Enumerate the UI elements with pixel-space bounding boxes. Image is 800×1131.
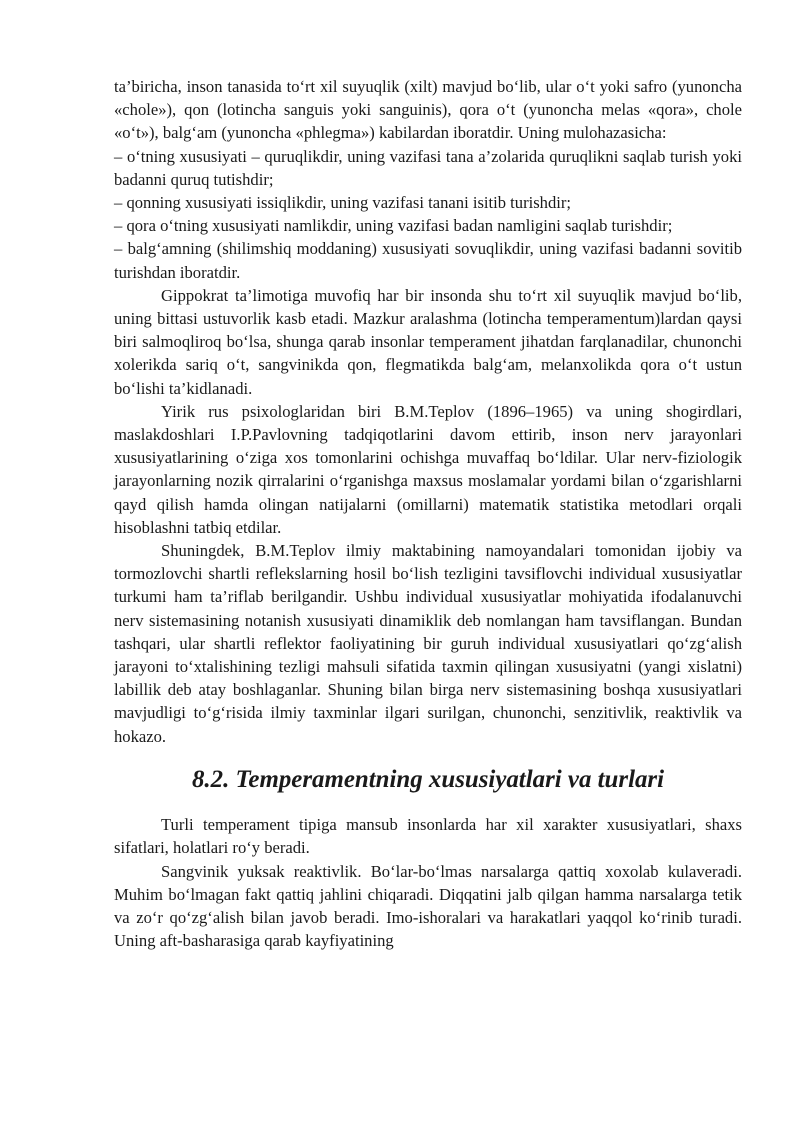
paragraph-teplov: Yirik rus psixologlaridan biri B.M.Teplov (1896–1965) va uning shogirdlari, maslakdoshlari I.P.Pavlovning tadqiqotlarini davom ettirib, inson nerv jarayonlari xususiyatlarining o‘ziga xos tomonlarini ochishga muvaffaq bo‘ldilar. Ular nerv-fiziologik jarayonlarning nozik qirralarini o‘rganishga maxsus moslamalar yordami bilan o‘zgarishlarni qayd qilish hamda olingan natijalarni (omillarni) matematik statistika metodlari orqali hisoblashni tatbiq etdilar. [114,401,742,537]
list-item-phlegm: – balg‘amning (shilimshiq moddaning) xususiyati sovuqlikdir, uning vazifasi badanni sovitib turishdan iboratdir. [114,239,742,282]
paragraph-sanguine: Sangvinik yuksak reaktivlik. Bo‘lar-bo‘lmas narsalarga qattiq xoxolab kulaveradi. Muhim bo‘lmagan fakt qattiq jahlini chiqaradi. Diqqatini jalb qilgan hamma narsalarga tetik va zo‘r qo‘zg‘alish bilan javob beradi. Imo-ishoralari va harakatlari yaqqol ko‘rinib turadi. Uning aft-basharasiga qarab kayfiyatining [114,861,742,951]
paragraph-temperament-types: Turli temperament tipiga mansub insonlarda har xil xarakter xususiyatlari, shaxs sifatlari, holatlari ro‘y beradi. [114,815,742,858]
list-item-blood: – qonning xususiyati issiqlikdir, uning vazifasi tanani isitib turishdir; [114,193,572,213]
list-item-black-bile: – qora o‘tning xususiyati namlikdir, uning vazifasi badan namligini saqlab turishdir; [114,216,673,236]
list-item-bile: – o‘tning xususiyati – quruqlikdir, uning vazifasi tana a’zolarida quruqlikni saqlab turish yoki badanni quruq tutishdir; [114,146,742,189]
paragraph-humors-intro: ta’biricha, inson tanasida to‘rt xil suyuqlik (xilt) mavjud bo‘lib, ular o‘t yoki safro (yunoncha «chole»), qon (lotincha sanguis yoki sanguinis), qora o‘t (yunoncha melas «qora», chole «o‘t»), balg‘am (yunoncha «phlegma») kabilardan iboratdir. Uning mulohazasicha: [114,77,742,143]
section-heading: 8.2. Temperamentning xususiyatlari va turlari [191,765,665,793]
document-page [114,75,742,952]
paragraph-teplov-school: Shuningdek, B.M.Teplov ilmiy maktabining namoyandalari tomonidan ijobiy va tormozlovchi shartli reflekslarning hosil bo‘lish tezligini tavsiflovchi individual xususiyatlar turkumi ham ta’riflab berilgandir. Ushbu individual xususiyatlar mohiyatida ifodalanuvchi nerv sistemasining notanish xususiyati dinamiklik deb nomlangan ham tavsiflangan. Bundan tashqari, ular shartli reflektor faoliyatining bir guruh individual xususiyatlari qo‘zg‘alish jarayoni to‘xtalishining tezligi mahsuli sifatida taxmin qilingan xususiyatni (yangi xislatni) labillik deb atay boshlaganlar. Shuning bilan birga nerv sistemasining boshqa xususiyatlari mavjudligi to‘g‘risida ilmiy taxminlar ilgari surilgan, chunonchi, senzitivlik, reaktivlik va hokazo. [114,541,742,746]
paragraph-hippocrates: Gippokrat ta’limotiga muvofiq har bir insonda shu to‘rt xil suyuqlik mavjud bo‘lib, uning bittasi ustuvorlik kasb etadi. Mazkur aralashma (lotincha temperamentum)lardan qaysi biri salmoqliroq bo‘lsa, shunga qarab insonlar temperament jihatdan farqlanadilar, chunonchi xolerikda sariq o‘t, sangvinikda qon, flegmatikda balg‘am, melanxolikda qora o‘t ustun bo‘lishi ta’kidlanadi. [114,285,742,398]
